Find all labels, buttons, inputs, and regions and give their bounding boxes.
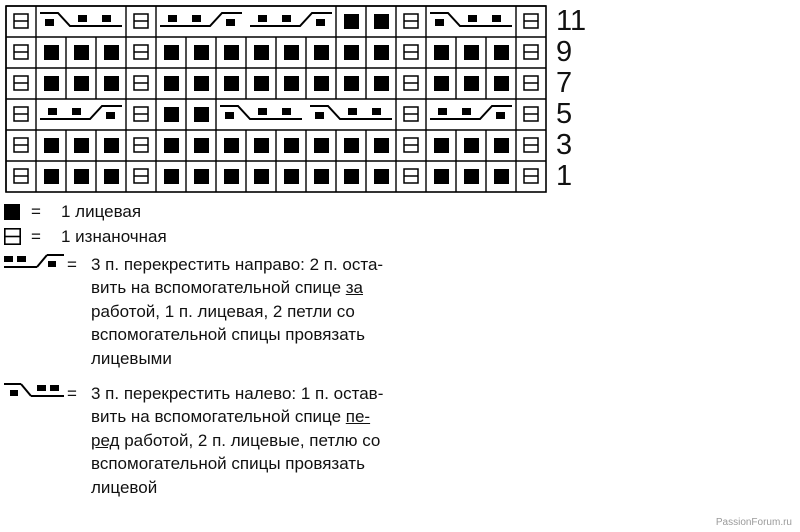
right-cross-mark [282, 15, 291, 22]
left-cross-icon [4, 381, 66, 403]
knit-stitch-cell [164, 76, 179, 91]
legend-text-fragment: вить на вспомогательной спице [91, 278, 346, 298]
knit-stitch-cell [164, 169, 179, 184]
left-cross-mark [78, 15, 87, 22]
right-cross-mark [48, 108, 57, 115]
knit-stitch-cell [194, 76, 209, 91]
legend-text-fragment: вспомогательной спицы провязать [91, 325, 365, 345]
knit-stitch-cell [74, 138, 89, 153]
right-cross-icon [4, 252, 66, 274]
knit-stitch-cell [44, 76, 59, 91]
knitting-chart [0, 0, 560, 200]
knit-stitch-cell [314, 169, 329, 184]
legend-text-line [91, 452, 451, 475]
legend-text-fragment: лицевой [91, 477, 158, 497]
knit-stitch-cell [344, 45, 359, 60]
knit-stitch-cell [434, 169, 449, 184]
knit-stitch-cell [164, 138, 179, 153]
knit-stitch-cell [224, 138, 239, 153]
knit-stitch-cell [284, 76, 299, 91]
knit-stitch-cell [344, 14, 359, 29]
knit-stitch-cell [314, 45, 329, 60]
knit-stitch-cell [164, 107, 179, 122]
knit-stitch-cell [434, 138, 449, 153]
legend-equals: = [31, 227, 41, 246]
legend-equals: = [67, 384, 77, 403]
row-number: 5 [556, 98, 573, 130]
knit-stitch-cell [284, 138, 299, 153]
knit-stitch-cell [314, 76, 329, 91]
left-cross-mark [315, 112, 324, 119]
knit-stitch-cell [44, 169, 59, 184]
legend-text-fragment: вспомогательной спицы провязать [91, 454, 365, 474]
knit-stitch-cell [74, 45, 89, 60]
knit-stitch-cell [494, 138, 509, 153]
row-number: 1 [556, 160, 573, 192]
knit-stitch-cell [194, 138, 209, 153]
knit-stitch-cell [224, 169, 239, 184]
right-cross-mark [226, 19, 235, 26]
knit-stitch-cell [224, 76, 239, 91]
legend-text-line [91, 476, 451, 499]
watermark: PassionForum.ru [715, 517, 792, 528]
legend-text-fragment: работой, 2 п. лицевые, петлю со [119, 430, 381, 450]
left-cross-mark [258, 108, 267, 115]
left-cross-mark [492, 15, 501, 22]
knit-stitch-cell [344, 138, 359, 153]
legend-knit-label: 1 лицевая [61, 202, 142, 221]
knit-stitch-cell [374, 138, 389, 153]
knit-stitch-cell [254, 45, 269, 60]
right-cross-mark [316, 19, 325, 26]
left-cross-mark [348, 108, 357, 115]
knit-stitch-cell [464, 169, 479, 184]
knit-stitch-cell [284, 169, 299, 184]
knit-stitch-cell [284, 45, 299, 60]
knit-stitch-cell [104, 45, 119, 60]
legend-equals: = [31, 202, 41, 221]
knit-stitch-cell [374, 14, 389, 29]
legend-text-line [91, 429, 451, 452]
legend-text-line [91, 382, 451, 405]
knit-stitch-cell [194, 107, 209, 122]
right-cross-mark [258, 15, 267, 22]
right-cross-mark [438, 108, 447, 115]
knit-stitch-cell [104, 169, 119, 184]
legend-text-fragment: лицевыми [91, 348, 172, 368]
legend-text-fragment: работой, 1 п. лицевая, 2 петли со [91, 301, 355, 321]
purl-stitch-icon [4, 228, 21, 245]
knit-stitch-cell [464, 138, 479, 153]
right-cross-mark [496, 112, 505, 119]
legend-text-fragment: 3 п. перекрестить налево: 1 п. остав- [91, 384, 384, 403]
legend-purl-label: 1 изнаночная [61, 227, 167, 246]
left-cross-mark [282, 108, 291, 115]
right-cross-mark [168, 15, 177, 22]
knit-stitch-cell [74, 169, 89, 184]
left-cross-mark [225, 112, 234, 119]
knit-stitch-cell [74, 76, 89, 91]
legend-text-fragment: 3 п. перекрестить направо: 2 п. оста- [91, 255, 384, 274]
knit-stitch-cell [374, 169, 389, 184]
right-cross-mark [106, 112, 115, 119]
knit-stitch-icon [4, 204, 20, 220]
right-cross-mark [72, 108, 81, 115]
knit-stitch-cell [374, 76, 389, 91]
row-number: 9 [556, 36, 573, 68]
knit-stitch-cell [434, 45, 449, 60]
knit-stitch-cell [104, 76, 119, 91]
legend-equals: = [67, 255, 77, 274]
left-cross-mark [372, 108, 381, 115]
left-cross-mark [102, 15, 111, 22]
knit-stitch-cell [344, 169, 359, 184]
knit-stitch-cell [314, 138, 329, 153]
knit-stitch-cell [464, 45, 479, 60]
right-cross-mark [462, 108, 471, 115]
knit-stitch-cell [44, 138, 59, 153]
knit-stitch-cell [374, 45, 389, 60]
knit-stitch-cell [344, 76, 359, 91]
knit-stitch-cell [224, 45, 239, 60]
knit-stitch-cell [434, 76, 449, 91]
right-cross-mark [192, 15, 201, 22]
legend-text-fragment: за [345, 278, 364, 298]
knit-stitch-cell [494, 169, 509, 184]
knit-stitch-cell [494, 76, 509, 91]
left-cross-mark [468, 15, 477, 22]
knit-stitch-cell [254, 76, 269, 91]
legend-text-fragment: пе- [345, 407, 371, 427]
legend-text-line [91, 276, 451, 299]
knit-stitch-cell [464, 76, 479, 91]
legend-text-fragment: ред [91, 430, 120, 450]
knit-stitch-cell [194, 169, 209, 184]
legend-text-line [91, 347, 451, 370]
row-number: 3 [556, 129, 573, 161]
knit-stitch-cell [254, 169, 269, 184]
row-number: 7 [556, 67, 573, 99]
legend-text-line [91, 253, 451, 276]
knit-stitch-cell [104, 138, 119, 153]
legend-right-cross-text [91, 253, 451, 370]
left-cross-mark [435, 19, 444, 26]
knit-stitch-cell [194, 45, 209, 60]
knit-stitch-cell [254, 138, 269, 153]
row-number: 11 [556, 5, 587, 37]
legend-left-cross-text [91, 382, 451, 499]
legend-text-line [91, 300, 451, 323]
knit-stitch-cell [164, 45, 179, 60]
legend-text-fragment: вить на вспомогательной спице [91, 407, 346, 427]
knit-stitch-cell [44, 45, 59, 60]
legend-text-line [91, 405, 451, 428]
left-cross-mark [45, 19, 54, 26]
legend-text-line [91, 323, 451, 346]
knit-stitch-cell [494, 45, 509, 60]
